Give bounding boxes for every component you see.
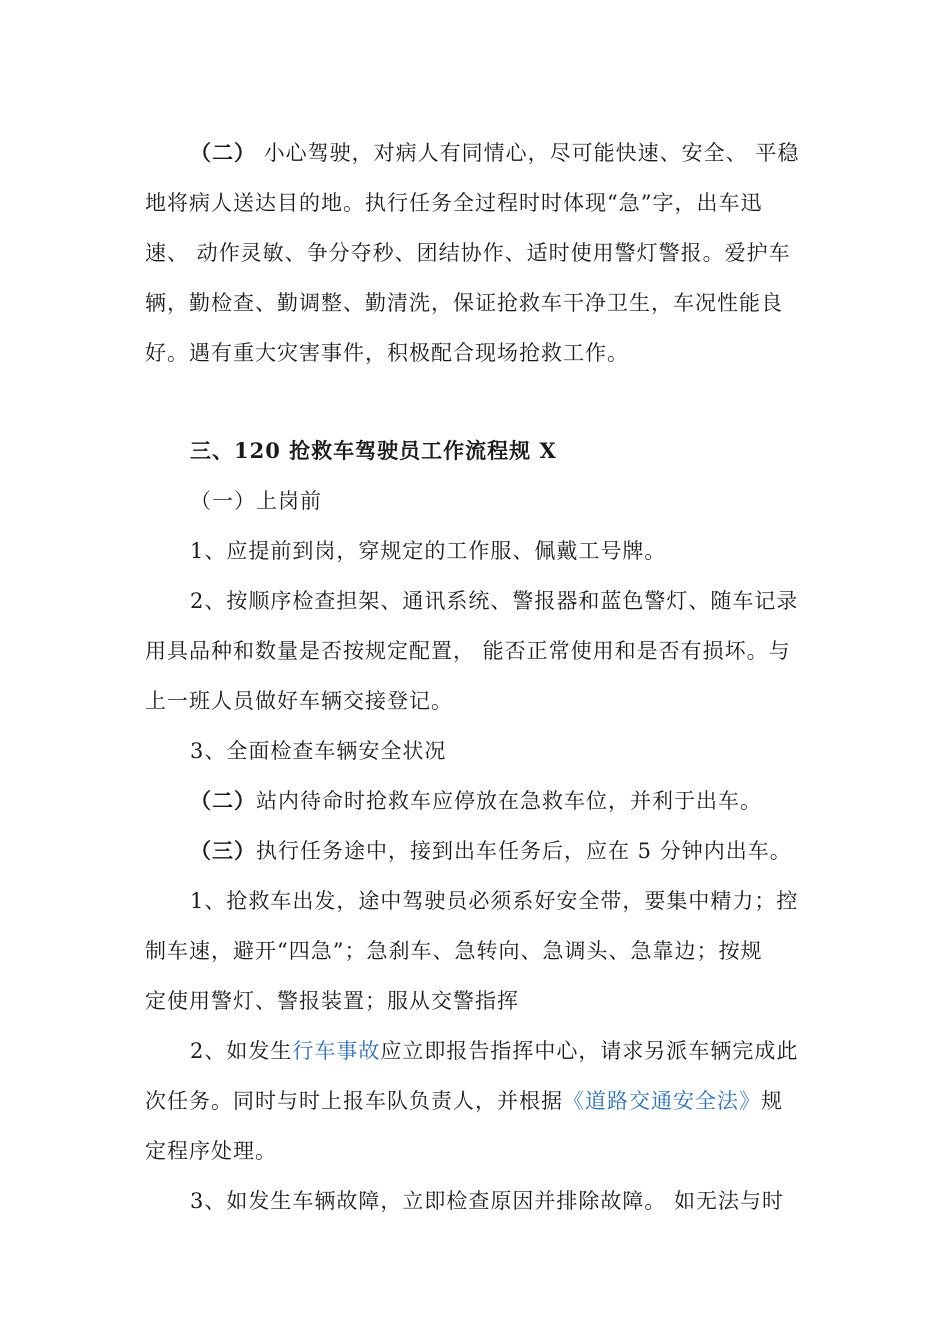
section3-sub1: （一）上岗前 xyxy=(190,489,322,513)
section3-sub3 xyxy=(190,836,810,866)
para2-line-5: 好。遇有重大灾害事件，积极配合现场抢救工作。 xyxy=(145,341,629,365)
task2-line2-pre: 次任务。同时与时上报车队负责人，并根据 xyxy=(145,1089,563,1113)
task2-line1-pre: 2、如发生 xyxy=(190,1039,293,1063)
para2-line-3: 速、 动作灵敏、争分夺秒、团结协作、适时使用警灯警报。爱护车 xyxy=(145,241,791,265)
section3-item2-line-2: 用具品种和数量是否按规定配置， 能否正常使用和是否有损坏。与 xyxy=(145,639,791,663)
section3-item2-line-1: 2、按顺序检查担架、通讯系统、警报器和蓝色警灯、随车记录 xyxy=(190,589,799,613)
task2-line1-post: 应立即报告指挥中心，请求另派车辆完成此 xyxy=(380,1039,799,1063)
para2-line-1 xyxy=(190,138,810,168)
sub2-text: 站内待命时抢救车应停放在急救车位，并利于出车。 xyxy=(256,789,762,813)
sub2-marker: （二） xyxy=(190,788,256,813)
para2-text-1: 小心驾驶，对病人有同情心，尽可能快速、安全、 平稳 xyxy=(263,141,800,165)
sub3-text: 执行任务途中，接到出车任务后，应在 5 分钟内出车。 xyxy=(256,839,792,863)
task2-line-3: 定程序处理。 xyxy=(145,1139,277,1163)
para2-line-2: 地将病人送达目的地。执行任务全过程时时体现“急”字，出车迅 xyxy=(145,191,763,215)
task2-line-1 xyxy=(190,1036,810,1066)
section3-item2-line-3: 上一班人员做好车辆交接登记。 xyxy=(145,689,453,713)
section3-item3: 3、全面检查车辆安全状况 xyxy=(190,739,447,763)
section3-sub2 xyxy=(190,786,810,816)
section3-title: 三、120 抢救车驾驶员工作流程规 X xyxy=(190,438,557,463)
para2-line-4: 辆，勤检查、勤调整、勤清洗，保证抢救车干净卫生，车况性能良 xyxy=(145,291,783,315)
road-traffic-law-link[interactable]: 《道路交通安全法》 xyxy=(563,1089,761,1113)
task2-line-2 xyxy=(145,1086,810,1116)
task1-line-3: 定使用警灯、警报装置；服从交警指挥 xyxy=(145,989,519,1013)
task1-line-2: 制车速，避开“四急”；急刹车、急转向、急调头、急靠边；按规 xyxy=(145,939,763,963)
para2-marker: （二） xyxy=(190,140,256,165)
sub3-marker: （三） xyxy=(190,838,256,863)
task3-line-1: 3、如发生车辆故障，立即检查原因并排除故障。 如无法与时 xyxy=(190,1189,785,1213)
task2-line2-post: 规 xyxy=(761,1089,783,1113)
task1-line-1: 1、抢救车出发，途中驾驶员必须系好安全带，要集中精力；控 xyxy=(190,889,799,913)
traffic-accident-link[interactable]: 行车事故 xyxy=(292,1039,381,1063)
section3-item1: 1、应提前到岗，穿规定的工作服、佩戴工号牌。 xyxy=(190,539,667,563)
